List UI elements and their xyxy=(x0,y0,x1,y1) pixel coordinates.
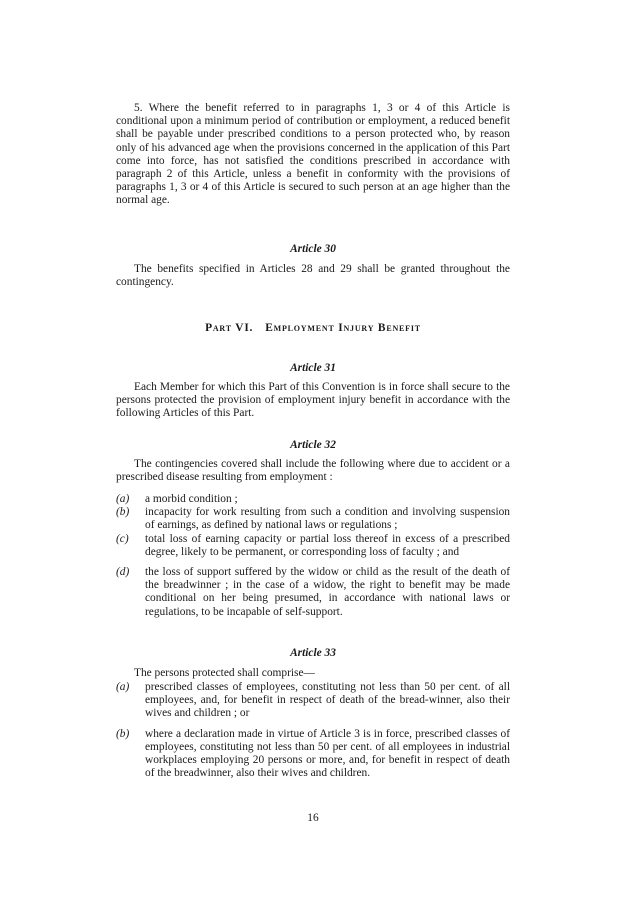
part-title: Employment Injury Benefit xyxy=(265,322,421,334)
list-marker: (a) xyxy=(116,681,130,693)
list-marker: (b) xyxy=(116,506,130,519)
article-33-heading: Article 33 xyxy=(290,647,336,659)
article-32-heading: Article 32 xyxy=(290,439,336,451)
article-32-intro: The contingencies covered shall include the following where due to accident or a prescribed disease resulting from employment : xyxy=(116,458,510,484)
article-31-heading: Article 31 xyxy=(290,362,336,374)
paragraph-5: 5. Where the benefit referred to in paragraphs 1, 3 or 4 of this Article is conditional upon a minimum period of contribution or employment, a reduced benefit shall be payable under prescribed conditions to a person protected who, by reason only of his advanced age when the provisions concerned in the application of this Part come into force, has not satisfied the conditions prescribed in accordance with paragraph 2 of this Article, unless a benefit in conformity with the provisions of paragraphs 1, 3 or 4 of this Article is secured to such person at an age higher than the normal age. xyxy=(116,102,510,207)
list-marker: (a) xyxy=(116,493,130,505)
list-marker: (b) xyxy=(116,727,130,740)
article-32-list xyxy=(116,493,510,619)
list-item-text: a morbid condition ; xyxy=(145,493,238,505)
list-item xyxy=(116,506,510,532)
page-number: 16 xyxy=(307,812,319,824)
list-item xyxy=(116,681,510,721)
list-item-text: the loss of support suffered by the widow or child as the result of the death of the breadwinner ; in the case of a widow, the right to benefit may be made conditional on her being presumed, in accordance with national laws or regulations, to be incapable of self-support. xyxy=(145,566,510,618)
list-marker: (d) xyxy=(116,566,130,579)
article-33-list xyxy=(116,681,510,780)
list-item-text: where a declaration made in virtue of Article 3 is in force, prescribed classes of employees, constituting not less than 50 per cent. of all employees in industrial workplaces employing 20 persons or more, and, for benefit in respect of death of the breadwinner, also their wives and children. xyxy=(145,727,510,780)
list-item xyxy=(116,533,510,559)
list-marker: (c) xyxy=(116,532,129,545)
part-label: Part VI. xyxy=(205,322,254,334)
article-30-text: The benefits specified in Articles 28 and 29 shall be granted throughout the contingency. xyxy=(116,263,510,289)
article-33-intro: The persons protected shall comprise— xyxy=(134,667,315,679)
list-item xyxy=(116,728,510,781)
list-item xyxy=(116,493,510,506)
part-vi-heading xyxy=(116,322,510,335)
article-30-heading: Article 30 xyxy=(290,243,336,255)
list-item xyxy=(116,566,510,619)
list-item-text: prescribed classes of employees, constituting not less than 50 per cent. of all employees, and, for benefit in respect of death of the bread-winner, also their wives and children ; or xyxy=(145,681,510,720)
list-item-text: incapacity for work resulting from such a condition and involving suspension of earnings, as defined by national laws or regulations ; xyxy=(145,506,510,532)
article-31-text: Each Member for which this Part of this Convention is in force shall secure to the persons protected the provision of employment injury benefit in accordance with the following Articles of this Part. xyxy=(116,381,510,420)
list-item-text: total loss of earning capacity or partial loss thereof in excess of a prescribed degree, likely to be permanent, or corresponding loss of faculty ; and xyxy=(145,532,510,558)
